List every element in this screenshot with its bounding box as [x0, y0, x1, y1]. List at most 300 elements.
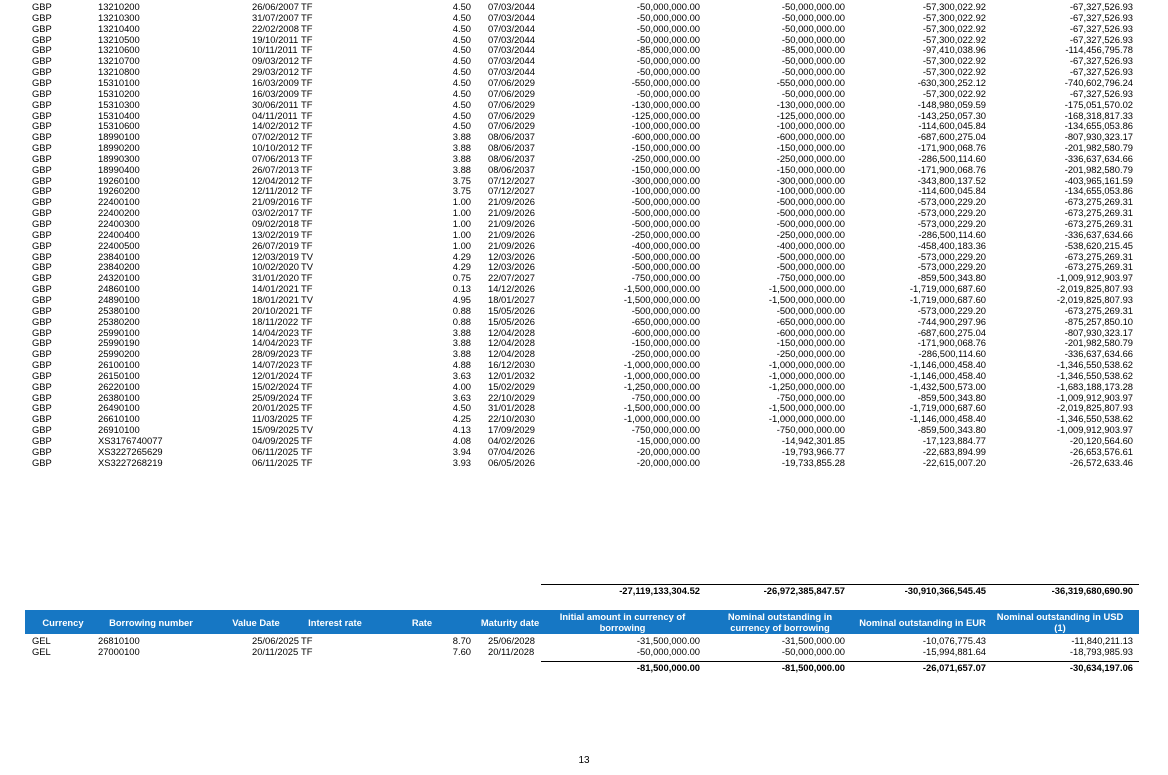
nominal-eur-cell: -57,300,022.92	[922, 1, 986, 12]
maturity-date-cell: 14/12/2026	[488, 283, 535, 295]
nominal-borrowing-cell: -250,000,000.00	[776, 152, 845, 164]
currency-cell: GBP	[32, 413, 52, 425]
nominal-eur-cell: -1,146,000,458.40	[909, 369, 986, 381]
header-value-date: Value Date	[232, 616, 280, 628]
value-date-cell: 20/11/2025	[252, 646, 299, 657]
maturity-date-cell: 17/09/2029	[488, 424, 535, 436]
nominal-borrowing-cell: -50,000,000.00	[781, 55, 845, 67]
maturity-date-cell: 21/09/2026	[488, 196, 535, 208]
table-row	[0, 413, 1168, 424]
maturity-date-cell: 07/03/2044	[488, 55, 535, 67]
header-borrowing-number: Borrowing number	[109, 616, 193, 628]
currency-cell: GBP	[32, 239, 52, 251]
nominal-usd-cell: -336,637,634.66	[1064, 152, 1133, 164]
borrowing-number-cell: 13210300	[98, 11, 140, 23]
maturity-date-cell: 07/06/2029	[488, 98, 535, 110]
initial-amount-cell: -500,000,000.00	[631, 207, 700, 219]
table-row	[0, 131, 1168, 142]
interest-type-cell: TF	[301, 218, 313, 229]
nominal-usd-cell: -1,683,188,173.28	[1056, 380, 1133, 392]
interest-type-cell: TF	[301, 326, 313, 338]
nominal-eur-cell: -15,994,881.64	[922, 646, 986, 657]
interest-type-cell: TF	[301, 283, 313, 295]
nominal-borrowing-cell: -50,000,000.00	[781, 11, 845, 23]
nominal-usd-cell: -807,930,323.17	[1064, 326, 1133, 338]
maturity-date-cell: 12/04/2028	[488, 326, 535, 338]
initial-amount-cell: -500,000,000.00	[631, 218, 700, 229]
initial-amount-cell: -1,000,000,000.00	[623, 369, 700, 381]
maturity-date-cell: 07/06/2029	[488, 87, 535, 99]
nominal-usd-cell: -673,275,269.31	[1064, 196, 1133, 208]
nominal-borrowing-cell: -100,000,000.00	[776, 185, 845, 197]
nominal-eur-cell: -286,500,114.60	[918, 348, 986, 360]
rate-cell: 3.88	[452, 348, 471, 360]
value-date-cell: 25/09/2024	[252, 391, 299, 403]
currency-cell: GBP	[32, 283, 52, 295]
borrowing-number-cell: 22400100	[98, 196, 140, 208]
currency-cell: GBP	[32, 261, 52, 273]
value-date-cell: 14/07/2023	[252, 359, 299, 371]
nominal-borrowing-cell: -1,500,000,000.00	[768, 293, 845, 305]
gel-total-row	[0, 662, 1168, 673]
borrowing-number-cell: 26150100	[98, 369, 140, 381]
initial-amount-cell: -500,000,000.00	[631, 261, 700, 273]
rate-cell: 4.50	[452, 120, 471, 132]
interest-type-cell: TF	[301, 315, 313, 327]
nominal-borrowing-cell: -500,000,000.00	[776, 207, 845, 219]
maturity-date-cell: 22/10/2029	[488, 391, 535, 403]
nominal-usd-cell: -201,982,580.79	[1064, 337, 1133, 349]
borrowing-number-cell: 26220100	[98, 380, 140, 392]
borrowing-number-cell: 26610100	[98, 413, 140, 425]
table-row	[0, 337, 1168, 348]
nominal-borrowing-cell: -130,000,000.00	[776, 98, 845, 110]
table-row	[0, 402, 1168, 413]
page-number: 13	[578, 755, 590, 766]
nominal-borrowing-cell: -650,000,000.00	[776, 315, 845, 327]
currency-cell: GEL	[32, 635, 51, 646]
table-row	[0, 348, 1168, 359]
nominal-borrowing-cell: -1,250,000,000.00	[768, 380, 845, 392]
currency-cell: GBP	[32, 120, 52, 132]
table-row	[0, 1, 1168, 12]
table-row	[0, 218, 1168, 229]
rate-cell: 4.50	[452, 55, 471, 67]
table-row	[0, 110, 1168, 121]
value-date-cell: 29/03/2012	[252, 66, 299, 78]
maturity-date-cell: 12/04/2028	[488, 337, 535, 349]
interest-type-cell: TF	[301, 445, 313, 457]
nominal-eur-cell: -57,300,022.92	[922, 87, 986, 99]
rate-cell: 4.50	[452, 1, 471, 12]
table-row	[0, 305, 1168, 316]
nominal-usd-cell: -673,275,269.31	[1064, 218, 1133, 229]
nominal-usd-cell: -673,275,269.31	[1064, 207, 1133, 219]
nominal-borrowing-cell: -31,500,000.00	[781, 635, 845, 646]
value-date-cell: 15/09/2025	[252, 424, 299, 436]
nominal-borrowing-cell: -400,000,000.00	[776, 239, 845, 251]
nominal-eur-cell: -17,123,884.77	[922, 435, 986, 446]
borrowing-number-cell: XS3227265629	[98, 445, 163, 457]
initial-amount-cell: -15,000,000.00	[636, 435, 700, 446]
nominal-borrowing-cell: -1,000,000,000.00	[768, 359, 845, 371]
table-row	[0, 392, 1168, 403]
interest-type-cell: TF	[301, 142, 313, 154]
value-date-cell: 21/09/2016	[252, 196, 299, 208]
interest-type-cell: TF	[301, 98, 313, 110]
table-row	[0, 283, 1168, 294]
maturity-date-cell: 25/06/2028	[488, 635, 535, 646]
nominal-usd-cell: -403,965,161.59	[1064, 174, 1133, 186]
nominal-eur-cell: -1,146,000,458.40	[909, 413, 986, 425]
borrowing-number-cell: 24890100	[98, 293, 140, 305]
currency-cell: GBP	[32, 22, 52, 34]
nominal-usd-cell: -67,327,526.93	[1069, 1, 1133, 12]
nominal-eur-cell: -114,600,045.84	[918, 120, 986, 132]
nominal-usd-cell: -201,982,580.79	[1064, 163, 1133, 175]
nominal-usd-cell: -336,637,634.66	[1064, 348, 1133, 360]
interest-type-cell: TF	[301, 131, 313, 143]
maturity-date-cell: 07/03/2044	[488, 11, 535, 23]
nominal-eur-cell: -10,076,775.43	[922, 635, 986, 646]
rate-cell: 4.13	[452, 424, 471, 436]
rate-cell: 4.29	[452, 250, 471, 262]
maturity-date-cell: 07/03/2044	[488, 66, 535, 78]
nominal-usd-cell: -114,456,795.78	[1065, 44, 1133, 56]
gel-total-nominal: -81,500,000.00	[781, 662, 845, 673]
value-date-cell: 16/03/2009	[252, 87, 299, 99]
nominal-eur-cell: -143,250,057.30	[917, 109, 986, 121]
rate-cell: 4.50	[452, 76, 471, 88]
interest-type-cell: TV	[301, 250, 313, 262]
interest-type-cell: TF	[301, 272, 313, 284]
borrowing-number-cell: 13210400	[98, 22, 140, 34]
borrowing-number-cell: 18990400	[98, 163, 140, 175]
table-row	[0, 635, 1168, 646]
rate-cell: 4.88	[452, 359, 471, 371]
maturity-date-cell: 07/06/2029	[488, 120, 535, 132]
currency-cell: GBP	[32, 380, 52, 392]
maturity-date-cell: 07/03/2044	[488, 1, 535, 12]
initial-amount-cell: -50,000,000.00	[636, 1, 700, 12]
value-date-cell: 13/02/2019	[252, 228, 299, 240]
gbp-total-initial: -27,119,133,304.52	[619, 585, 700, 596]
borrowing-number-cell: 26100100	[98, 359, 140, 371]
nominal-usd-cell: -67,327,526.93	[1069, 55, 1133, 67]
initial-amount-cell: -1,000,000,000.00	[623, 359, 700, 371]
nominal-eur-cell: -573,000,229.20	[917, 196, 986, 208]
borrowing-number-cell: 22400300	[98, 218, 140, 229]
gel-total-initial: -81,500,000.00	[636, 662, 700, 673]
borrowing-number-cell: 13210500	[98, 33, 140, 45]
nominal-borrowing-cell: -150,000,000.00	[776, 337, 845, 349]
initial-amount-cell: -600,000,000.00	[631, 326, 700, 338]
currency-cell: GBP	[32, 337, 52, 349]
nominal-eur-cell: -458,400,183.36	[917, 239, 986, 251]
maturity-date-cell: 07/06/2029	[488, 76, 535, 88]
currency-cell: GBP	[32, 326, 52, 338]
maturity-date-cell: 15/02/2029	[488, 380, 535, 392]
table-row	[0, 359, 1168, 370]
gel-total-eur: -26,071,657.07	[922, 662, 986, 673]
initial-amount-cell: -550,000,000.00	[631, 76, 700, 88]
borrowing-number-cell: 15310600	[98, 120, 140, 132]
value-date-cell: 12/01/2024	[252, 369, 299, 381]
table-row	[0, 261, 1168, 272]
nominal-usd-cell: -18,793,985.93	[1069, 646, 1133, 657]
nominal-eur-cell: -343,800,137.52	[917, 174, 986, 186]
initial-amount-cell: -130,000,000.00	[631, 98, 700, 110]
currency-cell: GBP	[32, 456, 52, 468]
nominal-borrowing-cell: -750,000,000.00	[776, 272, 845, 284]
initial-amount-cell: -1,500,000,000.00	[623, 283, 700, 295]
nominal-eur-cell: -57,300,022.92	[922, 33, 986, 45]
interest-type-cell: TF	[301, 359, 313, 371]
interest-type-cell: TF	[301, 646, 313, 657]
interest-type-cell: TF	[301, 11, 313, 23]
interest-type-cell: TF	[301, 55, 313, 67]
currency-cell: GEL	[32, 646, 51, 657]
value-date-cell: 06/11/2025	[252, 456, 299, 468]
maturity-date-cell: 07/12/2027	[488, 174, 535, 186]
header-rate: Rate	[411, 616, 433, 628]
rate-cell: 3.88	[452, 152, 471, 164]
nominal-usd-cell: -1,009,912,903.97	[1056, 272, 1133, 284]
currency-cell: GBP	[32, 359, 52, 371]
maturity-date-cell: 20/11/2028	[488, 646, 535, 657]
value-date-cell: 26/07/2013	[252, 163, 299, 175]
nominal-eur-cell: -1,719,000,687.60	[909, 293, 986, 305]
initial-amount-cell: -750,000,000.00	[631, 272, 700, 284]
initial-amount-cell: -100,000,000.00	[631, 185, 700, 197]
rate-cell: 3.88	[452, 163, 471, 175]
initial-amount-cell: -20,000,000.00	[636, 456, 700, 468]
nominal-usd-cell: -11,840,211.13	[1071, 635, 1133, 646]
nominal-usd-cell: -67,327,526.93	[1069, 22, 1133, 34]
rate-cell: 4.50	[452, 109, 471, 121]
rate-cell: 1.00	[452, 196, 471, 208]
initial-amount-cell: -100,000,000.00	[631, 120, 700, 132]
initial-amount-cell: -50,000,000.00	[636, 66, 700, 78]
nominal-borrowing-cell: -50,000,000.00	[781, 22, 845, 34]
interest-type-cell: TF	[301, 196, 313, 208]
borrowing-number-cell: 25380100	[98, 304, 140, 316]
nominal-eur-cell: -1,432,500,573.00	[909, 380, 986, 392]
initial-amount-cell: -250,000,000.00	[631, 228, 700, 240]
nominal-usd-cell: -336,637,634.66	[1064, 228, 1133, 240]
table-row	[0, 370, 1168, 381]
value-date-cell: 14/01/2021	[252, 283, 299, 295]
currency-cell: GBP	[32, 272, 52, 284]
currency-cell: GBP	[32, 369, 52, 381]
borrowing-number-cell: 22400500	[98, 239, 140, 251]
nominal-usd-cell: -67,327,526.93	[1069, 33, 1133, 45]
borrowing-number-cell: 27000100	[98, 646, 140, 657]
gbp-total-eur: -30,910,366,545.45	[904, 585, 986, 596]
maturity-date-cell: 08/06/2037	[488, 142, 535, 154]
maturity-date-cell: 07/04/2026	[488, 445, 535, 457]
nominal-borrowing-cell: -750,000,000.00	[776, 391, 845, 403]
currency-cell: GBP	[32, 402, 52, 414]
interest-type-cell: TV	[301, 424, 313, 436]
table-row	[0, 381, 1168, 392]
nominal-eur-cell: -573,000,229.20	[917, 304, 986, 316]
table-row	[0, 229, 1168, 240]
rate-cell: 7.60	[452, 646, 471, 657]
value-date-cell: 04/11/2011	[252, 109, 298, 121]
value-date-cell: 18/01/2021	[252, 293, 299, 305]
nominal-borrowing-cell: -600,000,000.00	[776, 131, 845, 143]
initial-amount-cell: -50,000,000.00	[636, 33, 700, 45]
initial-amount-cell: -400,000,000.00	[631, 239, 700, 251]
gbp-total-row	[0, 585, 1168, 596]
maturity-date-cell: 22/07/2027	[488, 272, 535, 284]
nominal-eur-cell: -148,980,059.59	[917, 98, 986, 110]
nominal-borrowing-cell: -125,000,000.00	[776, 109, 845, 121]
initial-amount-cell: -600,000,000.00	[631, 131, 700, 143]
nominal-eur-cell: -57,300,022.92	[922, 66, 986, 78]
interest-type-cell: TF	[301, 337, 313, 349]
currency-cell: GBP	[32, 66, 52, 78]
value-date-cell: 18/11/2022	[252, 315, 299, 327]
maturity-date-cell: 07/06/2029	[488, 109, 535, 121]
interest-type-cell: TF	[301, 120, 313, 132]
nominal-eur-cell: -97,410,038.96	[922, 44, 986, 56]
maturity-date-cell: 07/03/2044	[488, 33, 535, 45]
nominal-borrowing-cell: -1,000,000,000.00	[768, 369, 845, 381]
maturity-date-cell: 18/01/2027	[488, 293, 535, 305]
nominal-borrowing-cell: -50,000,000.00	[781, 646, 845, 657]
borrowing-number-cell: 26810100	[98, 635, 140, 646]
value-date-cell: 12/11/2012	[252, 185, 299, 197]
table-row	[0, 66, 1168, 77]
borrowing-number-cell: 24320100	[98, 272, 140, 284]
borrowing-number-cell: 15310100	[98, 76, 140, 88]
currency-cell: GBP	[32, 293, 52, 305]
currency-cell: GBP	[32, 304, 52, 316]
nominal-usd-cell: -2,019,825,807.93	[1056, 402, 1133, 414]
maturity-date-cell: 21/09/2026	[488, 239, 535, 251]
borrowing-number-cell: 24860100	[98, 283, 140, 295]
maturity-date-cell: 12/03/2026	[488, 250, 535, 262]
maturity-date-cell: 08/06/2037	[488, 152, 535, 164]
rate-cell: 0.13	[452, 283, 471, 295]
rate-cell: 4.00	[452, 380, 471, 392]
table-row	[0, 327, 1168, 338]
nominal-eur-cell: -1,146,000,458.40	[909, 359, 986, 371]
value-date-cell: 06/11/2025	[252, 445, 299, 457]
value-date-cell: 10/10/2012	[252, 142, 299, 154]
nominal-usd-cell: -67,327,526.93	[1069, 11, 1133, 23]
maturity-date-cell: 21/09/2026	[488, 218, 535, 229]
nominal-eur-cell: -286,500,114.60	[918, 152, 986, 164]
value-date-cell: 31/01/2020	[252, 272, 299, 284]
interest-type-cell: TF	[301, 76, 313, 88]
nominal-borrowing-cell: -250,000,000.00	[776, 228, 845, 240]
rate-cell: 4.50	[452, 87, 471, 99]
initial-amount-cell: -500,000,000.00	[631, 304, 700, 316]
borrowing-number-cell: 13210200	[98, 1, 140, 12]
rate-cell: 4.25	[452, 413, 471, 425]
nominal-usd-cell: -807,930,323.17	[1064, 131, 1133, 143]
interest-type-cell: TF	[301, 1, 313, 12]
nominal-eur-cell: -687,600,275.04	[917, 131, 986, 143]
table-row	[0, 294, 1168, 305]
maturity-date-cell: 12/01/2032	[488, 369, 535, 381]
value-date-cell: 16/03/2009	[252, 76, 299, 88]
rate-cell: 0.88	[452, 304, 471, 316]
table-row	[0, 646, 1168, 657]
interest-type-cell: TV	[301, 293, 313, 305]
nominal-eur-cell: -859,500,343.80	[917, 272, 986, 284]
nominal-borrowing-cell: -19,793,966.77	[781, 445, 845, 457]
nominal-borrowing-cell: -100,000,000.00	[776, 120, 845, 132]
borrowing-number-cell: 25990190	[98, 337, 140, 349]
currency-cell: GBP	[32, 87, 52, 99]
initial-amount-cell: -50,000,000.00	[636, 11, 700, 23]
borrowing-number-cell: 26380100	[98, 391, 140, 403]
maturity-date-cell: 22/10/2030	[488, 413, 535, 425]
value-date-cell: 09/03/2012	[252, 55, 299, 67]
initial-amount-cell: -150,000,000.00	[631, 163, 700, 175]
table-row	[0, 44, 1168, 55]
nominal-usd-cell: -673,275,269.31	[1064, 304, 1133, 316]
currency-cell: GBP	[32, 76, 52, 88]
maturity-date-cell: 12/04/2028	[488, 348, 535, 360]
nominal-eur-cell: -22,615,007.20	[922, 456, 986, 468]
nominal-eur-cell: -859,500,343.80	[917, 391, 986, 403]
table-row	[0, 23, 1168, 34]
nominal-eur-cell: -114,600,045.84	[918, 185, 986, 197]
initial-amount-cell: -150,000,000.00	[631, 142, 700, 154]
nominal-usd-cell: -134,655,053.86	[1064, 185, 1133, 197]
currency-cell: GBP	[32, 348, 52, 360]
nominal-usd-cell: -673,275,269.31	[1064, 261, 1133, 273]
maturity-date-cell: 07/03/2044	[488, 44, 535, 56]
nominal-usd-cell: -1,009,912,903.97	[1056, 391, 1133, 403]
nominal-borrowing-cell: -500,000,000.00	[776, 261, 845, 273]
currency-cell: GBP	[32, 11, 52, 23]
nominal-usd-cell: -20,120,564.60	[1069, 435, 1133, 446]
nominal-usd-cell: -1,346,550,538.62	[1056, 359, 1133, 371]
table-row	[0, 207, 1168, 218]
nominal-eur-cell: -573,000,229.20	[917, 218, 986, 229]
interest-type-cell: TF	[301, 456, 313, 468]
nominal-borrowing-cell: -1,500,000,000.00	[768, 402, 845, 414]
table-row	[0, 88, 1168, 99]
nominal-usd-cell: -26,572,633.46	[1069, 456, 1133, 468]
value-date-cell: 07/06/2013	[252, 152, 299, 164]
currency-cell: GBP	[32, 142, 52, 154]
header-nominal-usd: Nominal outstanding in USD (1)	[996, 611, 1124, 633]
nominal-usd-cell: -2,019,825,807.93	[1056, 293, 1133, 305]
interest-type-cell: TF	[301, 207, 313, 219]
nominal-borrowing-cell: -500,000,000.00	[776, 218, 845, 229]
nominal-usd-cell: -26,653,576.61	[1069, 445, 1133, 457]
currency-cell: GBP	[32, 196, 52, 208]
currency-cell: GBP	[32, 98, 52, 110]
borrowing-number-cell: 13210700	[98, 55, 140, 67]
nominal-eur-cell: -687,600,275.04	[917, 326, 986, 338]
table-row	[0, 34, 1168, 45]
nominal-usd-cell: -1,346,550,538.62	[1056, 413, 1133, 425]
nominal-eur-cell: -171,900,068.76	[917, 337, 986, 349]
value-date-cell: 31/07/2007	[252, 11, 299, 23]
initial-amount-cell: -125,000,000.00	[631, 109, 700, 121]
table-row	[0, 446, 1168, 457]
nominal-eur-cell: -1,719,000,687.60	[909, 402, 986, 414]
currency-cell: GBP	[32, 1, 52, 12]
